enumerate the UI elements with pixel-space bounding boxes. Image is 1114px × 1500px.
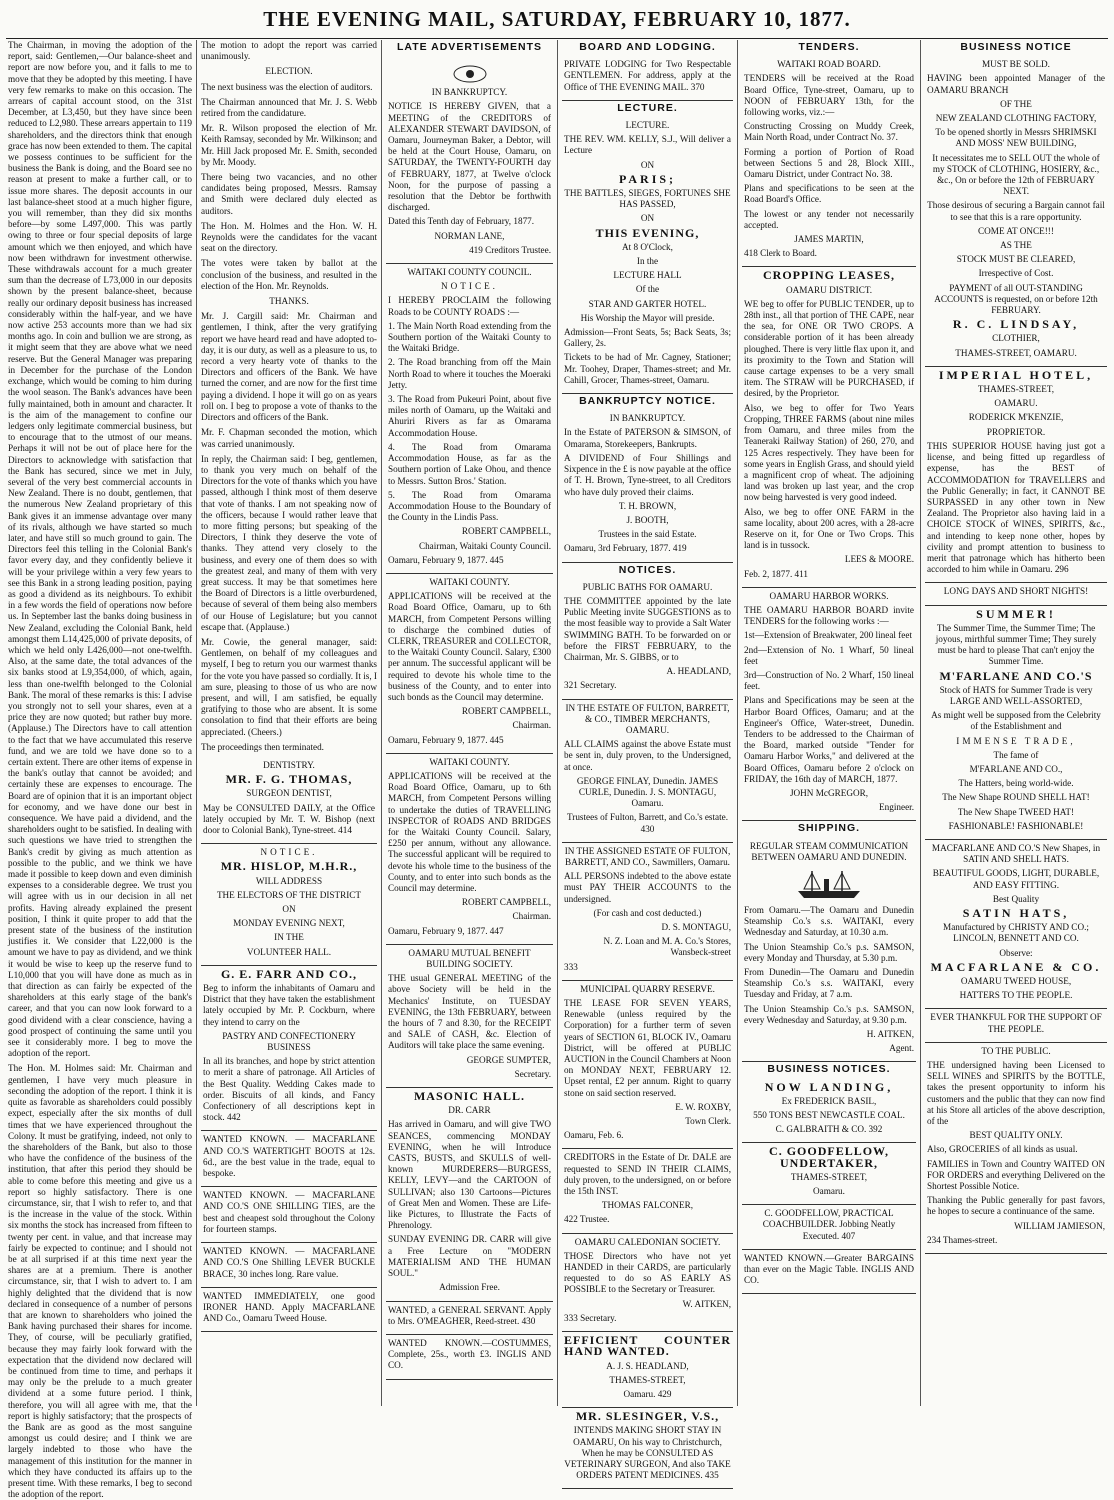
- section-heading: THANKS.: [269, 296, 309, 307]
- ad-signature: Secretary.: [514, 1068, 551, 1079]
- ad-body: Also, we beg to offer for Two Years Cropping, THREE FARMS (about nine miles from Oamaru, and three miles from the Teaneraki Railway Station) of 260, 270, and 125 Acres respectively. They have been for some years in English Grass, and should yield a magnificent crop of wheat. The adjoining land was broken up last year, and the crop now being harvested is very good indeed.: [744, 402, 914, 503]
- ad-heading: IN THE ESTATE OF FULTON, BARRETT, & CO., TIMBER MERCHANTS, OAMARU.: [565, 702, 730, 735]
- advert-waitaki-county: [386, 754, 553, 945]
- advert-wanted: [201, 1243, 377, 1288]
- ad-line: OAMARU.: [994, 398, 1038, 409]
- ad-body: In all its branches, and hope by strict attention to merit a share of patronage. All Articles of the Best Quality. Wedding Cakes made to order. Biscuits of all kinds, and Fancy Confectionery of all descriptions kept in stock. 442: [203, 1056, 375, 1123]
- paragraph: Mr. J. Cargill said: Mr. Chairman and gentlemen, I think, after the very gratifying report we have heard read and have adopted to-day, it is our duty, as well as a pleasure to us, to record a very hearty vote of thanks to the Directors and officers of the Bank. We have turned the corner, and are now for the first time paying a dividend. I hope it will go on as years roll on. I beg to propose a vote of thanks to the Directors and officers of the Bank.: [201, 311, 377, 423]
- paragraph: The motion to adopt the report was carried unanimously.: [201, 40, 377, 62]
- ad-body: APPLICATIONS will be received at the Road Board Office, Oamaru, up to 6th MARCH, from Competent Persons willing to discharge the combined duties of CLERK, TREASURER and COLLECTOR, to the Waitaki County Council. Salary, £300 per annum. The successful applicant will be required to devote his whole time to the business of the County, and to enter into such bonds as the Council may determine.: [388, 591, 551, 702]
- ad-line: The New Shape TWEED HAT!: [957, 806, 1075, 817]
- ad-body: INTENDS MAKING SHORT STAY IN OAMARU, On his way to Christchurch, When he may be CONSULTED AS VETERINARY SURGEON, And also TAKE ORDERS PATENT MEDICINES. 435: [564, 1425, 731, 1481]
- ad-line: PARIS;: [618, 171, 677, 186]
- road-item: 4. The Road from Omarama Accommodation House, as far as the Southern portion of Lake Ohou, and thence to Messrs. Sutton Bros.' Station.: [388, 441, 551, 486]
- ad-heading: IN THE ASSIGNED ESTATE OF FULTON, BARRETT, AND CO., Sawmillers, Oamaru.: [564, 845, 731, 867]
- ad-signature: Trustees in the said Estate.: [598, 529, 697, 540]
- ad-heading: MUNICIPAL QUARRY RESERVE.: [580, 983, 715, 994]
- ad-subtitle: SURGEON DENTIST,: [246, 788, 332, 799]
- ad-body: THE COMMITTEE appointed by the late Public Meeting invite SUGGESTIONS as to the most feasible way to provide a Salt Water SWIMMING BATH. To be forwarded on or before the FIRST FEBRUARY, to the Chairman, Mr. S. GIBBS, or to: [564, 595, 731, 662]
- ad-line: As might well be supposed from the Celebrity of the Establishment and: [931, 710, 1101, 732]
- ad-signature: 422 Trustee.: [564, 1214, 610, 1225]
- advert-coachbuilder: [742, 1205, 916, 1250]
- ad-line: Irrespective of Cost.: [978, 268, 1054, 279]
- ad-line: STOCK MUST BE CLEARED,: [956, 254, 1076, 265]
- column-divider: [737, 40, 738, 1406]
- ad-signature: Trustees of Fulton, Barrett, and Co.'s estate. 430: [566, 812, 729, 834]
- column-divider: [557, 40, 558, 1406]
- ad-signature: Oamaru. 429: [623, 1388, 672, 1399]
- advert-waitaki-council: [386, 264, 553, 574]
- ad-heading: NOW LANDING,: [764, 1079, 894, 1094]
- ad-heading: WAITAKI COUNTY.: [429, 576, 510, 587]
- ad-body: Has arrived in Oamaru, and will give TWO SEANCES, commencing MONDAY EVENING, when he will Introduce CASTS, BUSTS, and SKULLS of well-known MURDERERS—BURGESS, KELLY, LEVY—and the CARTOON of SULLIVAN; also 130 Cartoons—Pictures of Great Men and Women. These are Life-like Pictures, to Illustrate the Facts of Phrenology.: [388, 1119, 551, 1231]
- ad-line: IN BANKRUPTCY.: [609, 413, 686, 424]
- ad-heading: TO THE PUBLIC.: [981, 1045, 1051, 1056]
- ad-signature: Chairman.: [512, 911, 551, 922]
- steamship-icon: [794, 867, 864, 901]
- ad-line: PASTRY AND CONFECTIONERY BUSINESS: [222, 1030, 356, 1053]
- ad-signature: JAMES MARTIN,: [794, 234, 864, 245]
- ad-signature: 321 Secretary.: [564, 680, 617, 691]
- ad-line: IN THE: [274, 932, 304, 943]
- advert-wanted: [201, 1187, 377, 1243]
- column-6: [925, 40, 1107, 1406]
- ad-line: BEAUTIFUL GOODS, LIGHT, DURABLE, AND EASY FITTING.: [932, 868, 1100, 890]
- advert-clothing: [925, 56, 1107, 367]
- ad-body: The Union Steamship Co.'s p.s. SAMSON, every Monday and Thursday, at 5.30 p.m.: [744, 941, 914, 963]
- ad-heading: NOTICE.: [441, 281, 498, 292]
- advert-undertaker: [742, 1143, 916, 1205]
- advert-caledonian: [562, 1234, 733, 1332]
- paragraph: The Chairman announced that Mr. J. S. Webb retired from the candidature.: [201, 96, 377, 119]
- ad-heading: SUMMER!: [976, 606, 1056, 621]
- ad-date: Feb. 2, 1877. 411: [744, 568, 808, 579]
- ad-signature: T. H. BROWN,: [618, 500, 677, 511]
- ad-body: Those desirous of securing a Bargain cannot fail to see that this is a rare opportunity.: [927, 200, 1105, 222]
- ad-name: M'FARLANE AND CO.'S: [939, 668, 1093, 683]
- column-divider: [381, 40, 382, 1406]
- ad-body: From Oamaru.—The Oamaru and Dunedin Steamship Co.'s s.s. WAITAKI, every Wednesday and Saturday, at 10.30 a.m.: [744, 905, 914, 938]
- section-header: BOARD AND LODGING.: [579, 41, 716, 53]
- ad-body: WANTED KNOWN. — MACFARLANE AND CO.'S ONE SHILLING TIES, are the best and cheapest sold throughout the Colony for fourteen stamps.: [203, 1190, 375, 1234]
- ad-signature: A. J. S. HEADLAND,: [606, 1360, 689, 1371]
- ad-body: ALL PERSONS indebted to the above estate must PAY THEIR ACCOUNTS to the undersigned.: [564, 871, 731, 904]
- ad-line: OAMARU TWEED HOUSE,: [960, 976, 1072, 987]
- column-3: [386, 40, 553, 1406]
- ad-line: EVER THANKFUL FOR THE SUPPORT OF THE PEOPLE.: [930, 1012, 1102, 1034]
- ad-body: WE beg to offer for PUBLIC TENDER, up to 28th inst., all that portion of THE CAPE, near the sea, for ONE OR TWO CROPS. A considerable portion of it has been already ploughed. There is very little flax upon it, and its proximity to the Town and Station will cause cartage expenses to be a very small item. The STRAW will be PURCHASED, if desired, by the Proprietor.: [744, 298, 914, 399]
- advert-masonic: [386, 1088, 553, 1301]
- ad-line: PROPRIETOR.: [986, 426, 1046, 437]
- ad-signature: A. HEADLAND,: [666, 666, 731, 677]
- ad-heading: PUBLIC BATHS FOR OAMARU.: [582, 581, 713, 592]
- road-item: 5. The Road from Omarama Accommodation House to the Boundary of the County in the Lindis Pass.: [388, 489, 551, 523]
- ad-body: Also, we beg to offer ONE FARM in the same locality, about 200 acres, with a 28-acre Reserve on it, for One or Two Crops. This land is in tussock.: [744, 506, 914, 551]
- ad-signature: 418 Clerk to Board.: [744, 248, 817, 259]
- ad-body: WANTED KNOWN.—COSTUMMES, Complete, 25s., worth £3. INGLIS AND CO.: [388, 1337, 551, 1371]
- ad-line: Admission Free.: [439, 1282, 500, 1293]
- ad-line: THE ELECTORS OF THE DISTRICT: [216, 889, 362, 900]
- advert-cropping: [742, 267, 916, 587]
- ad-body: THE undersigned having been Licensed to SELL WINES and SPIRITS by the BOTTLE, takes the present opportunity to inform his customers and the public that they can now find at his Store all articles of the above description, of the: [927, 1060, 1105, 1127]
- ad-body: Beg to inform the inhabitants of Oamaru and District that they have taken the establishment lately occupied by Mr. P. Cockburn, where they intend to carry on the: [203, 983, 375, 1027]
- ad-body: SUNDAY EVENING DR. CARR will give a Free Lecture on "MODERN MATERIALISM AND THE HUMAN SOUL.": [388, 1234, 551, 1279]
- ad-line: Observe:: [999, 947, 1033, 958]
- ad-body: WANTED IMMEDIATELY, one good IRONER HAND. Apply MACFARLANE AND Co., Oamaru Tweed House.: [203, 1290, 375, 1324]
- ad-signature: 234 Thames-street.: [927, 1234, 998, 1245]
- ad-body: 1st—Extension of Breakwater, 200 lineal feet: [744, 630, 913, 641]
- ad-name: G. E. FARR AND CO.,: [220, 966, 358, 981]
- ad-body: APPLICATIONS will be received at the Road Board Office, Oamaru, up to 6th MARCH, from Competent Persons willing to undertake the duties of TRAVELLING INSPECTOR of ROADS AND BRIDGES for the Waitaki County Council. Salary, £250 per annum, without any allowance. The successful applicant will be required to devote his whole time to the business of the County, and to enter into such bonds as the Council may determine.: [388, 770, 551, 893]
- ad-signature: LEES & MOORE.: [844, 554, 914, 565]
- paragraph: The Hon. M. Holmes and the Hon. W. H. Reynolds were the candidates for the vacant seat on the directory.: [201, 220, 377, 254]
- section-header: SHIPPING.: [797, 822, 861, 835]
- ad-signature: Town Clerk.: [685, 1116, 731, 1127]
- advert-dentist: [201, 757, 377, 844]
- column-4: [562, 40, 733, 1481]
- ad-body: It necessitates me to SELL OUT the whole of my STOCK of CLOTHING, HOSIERY, &c., &c., On or before the 12th of FEBRUARY NEXT.: [932, 152, 1100, 197]
- section-header: TENDERS.: [798, 41, 860, 53]
- paragraph: In reply, the Chairman said: I beg, gentlemen, to thank you very much on behalf of the Directors for the vote of thanks which you have passed, although I think most of them deserve that vote of thanks. I am not speaking now of the officers, because I would rather leave that to more fitting persons; but speaking of the Directors, I think they deserve the vote of thanks. They attend very closely to the business, and every one of them does so with the greatest zeal, and many of them with very great success. It may be that sometimes here the Board of Directors is a little overburdened, because of several of them being also members of our House of Legislature; but you cannot escape that. (Applause.): [201, 453, 377, 632]
- advert-wines: [925, 1043, 1107, 1254]
- ad-line: ON: [282, 904, 296, 915]
- advert-reserve: [562, 981, 733, 1150]
- advert-hislop: [201, 844, 377, 966]
- ad-heading: IN BANKRUPTCY.: [431, 87, 508, 98]
- ad-line: STAR AND GARTER HOTEL.: [588, 298, 707, 309]
- ad-body: The Union Steamship Co.'s p.s. SAMSON, every Wednesday and Saturday, at 9.30 p.m.: [744, 1003, 914, 1025]
- advert-hats: [925, 606, 1107, 840]
- advert-counter: [562, 1332, 733, 1408]
- ad-signature: W. AITKEN,: [682, 1298, 731, 1309]
- ad-name: R. C. LINDSAY,: [952, 317, 1080, 332]
- ad-number: 333: [564, 961, 578, 972]
- advert-assigned: [562, 843, 733, 981]
- ad-body: 3rd—Construction of No. 2 Wharf, 150 lineal feet.: [744, 669, 914, 692]
- ad-line: OF THE: [1000, 98, 1032, 109]
- ad-heading: NOTICE.: [260, 847, 318, 858]
- ad-body: Thanking the Public generally for past favors, he hopes to secure a continuance of the same.: [927, 1195, 1105, 1217]
- ad-line: THAMES-STREET,: [977, 384, 1055, 395]
- article-text: The Hon. M. Holmes said: Mr. Chairman and gentlemen, I have very much pleasure in seconding the adoption of the report. I think it is quite as favorable as shareholders could possibly expect, especially after the six months of dull times that we have experienced throughout the Colony. It must be gratifying, indeed, not only to the shareholders of the Bank, but also to those who have the confidence of the business of the institution, that after this period they should be able to come before this meeting and give us a report so highly satisfactory. There is one circumstance, sir, that I wish to refer to, and that is the increase in the value of the stock. Within six months the stock has increased from fifteen to twenty per cent. in value, and that increase may fairly be expected to continue; and I should not be at all surprised if at this time next year the shares are at a premium. There is another circumstance, sir, that I wish to advert to. I am highly delighted that the dividend that is now declared in consequence of a number of persons that are known to shareholders who joined the Bank having purchased their shares for income. They, of course, will be peculiarly gratified, because they may fairly look forward with the expectation that the dividend now declared will be continued from time to time, and perhaps it may only be the prelude to a much greater dividend at a some future period. I think, therefore, you will all agree with me, that the report is highly satisfactory; that the prospects of the Bank are as good as the most sanguine amongst us could desire; and I think we are largely indebted to those who have the management of this institution for the manner in which they have conducted its affairs up to the present time. With these remarks, I beg to second the adoption of the report.: [8, 1063, 192, 1500]
- ad-signature: 419 Creditors Trustee.: [469, 244, 551, 255]
- ad-body: ALL CLAIMS against the above Estate must be sent in, duly proven, to the Undersigned, at once.: [564, 739, 731, 772]
- ad-heading: OAMARU CALEDONIAN SOCIETY.: [574, 1236, 721, 1247]
- road-item: 3. The Road from Pukeuri Point, about five miles north of Oamaru, up the Waitaki and Ahuriri Rivers as far as Omarama Accommodation House.: [388, 394, 551, 438]
- ad-heading: DR. CARR: [448, 1105, 491, 1116]
- ad-line: THAMES-STREET, OAMARU.: [955, 347, 1077, 358]
- ad-body: PRIVATE LODGING for Two Respectable GENTLEMEN. For address, apply at the Office of THE EVENING MAIL. 370: [564, 59, 731, 92]
- ad-line: CLOTHIER,: [992, 333, 1040, 344]
- section-header: LECTURE.: [617, 101, 678, 114]
- ad-line: RODERICK M'KENZIE,: [968, 412, 1064, 423]
- section-header: LATE ADVERTISEMENTS: [396, 41, 542, 53]
- ad-heading: LONG DAYS AND SHORT NIGHTS!: [943, 586, 1089, 597]
- advert-dale: [562, 1149, 733, 1233]
- section-header: BANKRUPTCY NOTICE.: [579, 395, 716, 408]
- ad-line: MACFARLANE AND CO.'S New Shapes, in SATIN AND SHELL HATS.: [931, 842, 1101, 865]
- section-heading: ELECTION.: [265, 66, 313, 77]
- ad-name: MACFARLANE & CO.: [930, 959, 1102, 974]
- ad-body: Also, GROCERIES of all kinds as usual.: [927, 1144, 1078, 1155]
- ad-line: The fame of: [993, 749, 1039, 760]
- road-item: 1. The Main North Road extending from the Southern portion of the Waitaki County to the Waitaki Bridge.: [388, 320, 551, 354]
- ad-body: Dated this Tenth day of February, 1877.: [388, 216, 535, 227]
- ad-signature: NORMAN LANE,: [434, 230, 505, 241]
- ad-signature: C. GALBRAITH & CO. 392: [775, 1124, 883, 1135]
- advert-lecture: [562, 117, 733, 394]
- advert-mutual: [386, 945, 553, 1088]
- advert-wanted: [201, 1131, 377, 1187]
- column-divider: [920, 40, 921, 1406]
- ad-body: THE usual GENERAL MEETING of the above Society will be held in the Mechanics' Institute, on TUESDAY EVENING, the 13th FEBRUARY, between the hours of 7 and 8.30, for the RECEIPT and SALE of CASH, &c. Election of Auditors will take place the same evening.: [388, 973, 551, 1051]
- ad-date: Oamaru, Feb. 6.: [564, 1130, 624, 1141]
- paragraph: The proceedings then terminated.: [201, 741, 324, 752]
- ad-name: MR. F. G. THOMAS,: [225, 772, 353, 787]
- advert-bargains: [742, 1250, 916, 1295]
- ad-line: COME AT ONCE!!!: [978, 225, 1054, 236]
- ad-line: BEST QUALITY ONLY.: [969, 1130, 1063, 1141]
- ad-body: Tickets to be had of Mr. Cagney, Stationer; Mr. Toohey, Draper, Thames-street; and Mr. Cahill, Grocer, Thames-street, Oamaru.: [564, 352, 731, 385]
- ad-body: A DIVIDEND of Four Shillings and Sixpence in the £ is now payable at the office of T. H. Brown, Tyne-street, to all Creditors who have duly proved their claims.: [564, 452, 731, 497]
- ad-body: CREDITORS in the Estate of Dr. DALE are requested to SEND IN THEIR CLAIMS, duly proven, to the undersigned, on or before the 15th INST.: [564, 1152, 731, 1197]
- ad-body: WANTED KNOWN. — MACFARLANE AND CO.'S One Shilling LEVER BUCKLE BRACE, 30 inches long. Rare value.: [203, 1246, 375, 1279]
- ad-heading: OAMARU HARBOR WORKS.: [769, 590, 889, 601]
- paragraph: Mr. Cowie, the general manager, said: Gentlemen, on behalf of my colleagues and myself, I beg to return you our warmest thanks for the vote you have passed so cordially. It is, I am sure, pleasing to those of us who are now present, and will, I am satisfied, be equally gratifying to those who are absent. It is some consolation to find that their efforts are being appreciated. (Cheers.): [201, 636, 377, 737]
- ad-heading: OAMARU DISTRICT.: [785, 284, 873, 295]
- ad-body: Plans and Specifications may be seen at the Harbor Board Offices, Oamaru; and at the Engineer's Office, Water-street, Dunedin. Tenders to be addressed to the Chairman of the Board, marked outside "Tender for Oamaru Harbor Works," and delivered at the Board Offices, Oamaru before 2 o'clock on FRIDAY, the 16th day of MARCH, 1877.: [744, 695, 914, 784]
- ad-body: Forming a portion of Portion of Road between Sections 5 and 28, Block XIII., Oamaru District, under Contract No. 38.: [744, 146, 914, 180]
- ad-line: HATTERS TO THE PEOPLE.: [959, 990, 1073, 1001]
- ad-line: SATIN HATS,: [962, 906, 1070, 920]
- ad-line: In the: [636, 256, 659, 267]
- advert-bankruptcy-notice: [562, 410, 733, 562]
- ad-line: THIS EVENING,: [595, 225, 700, 240]
- ad-heading: WAITAKI ROAD BOARD.: [777, 59, 881, 70]
- ad-signature: JOHN McGREGOR,: [789, 787, 869, 798]
- ad-line: LECTURE.: [625, 120, 670, 131]
- ad-line: FASHIONABLE! FASHIONABLE!: [948, 820, 1084, 831]
- ad-line: Ex FREDERICK BASIL,: [781, 1095, 877, 1106]
- ad-body: FAMILIES in Town and Country WAITED ON FOR ORDERS and everything Delivered on the Shortest Possible Notice.: [927, 1158, 1105, 1192]
- ad-line: (For cash and cost deducted.): [593, 907, 702, 918]
- ad-signature: ROBERT CAMPBELL,: [461, 897, 551, 908]
- ad-signature: D. S. MONTAGU,: [661, 922, 731, 932]
- ad-body: PAYMENT of all OUT-STANDING ACCOUNTS is requested, on or before 12th FEBRUARY.: [934, 282, 1098, 316]
- ad-line: The Hatters, being world-wide.: [958, 778, 1074, 789]
- section-header: BUSINESS NOTICE: [960, 41, 1072, 53]
- ad-line: MONDAY EVENING NEXT,: [233, 918, 345, 929]
- advert-steam: [742, 838, 916, 1063]
- ad-body: I HEREBY PROCLAIM the following Roads to be COUNTY ROADS :—: [388, 295, 551, 317]
- ad-body: From Dunedin—The Oamaru and Dunedin Steamship Co.'s s.s. WAITAKI, every Tuesday and Friday, at 7 a.m.: [744, 967, 914, 1000]
- advert-long-days: [925, 583, 1107, 605]
- ad-line: NEW ZEALAND CLOTHING FACTORY,: [935, 113, 1097, 124]
- advert-fulton: [562, 700, 733, 843]
- ad-body: THE LEASE FOR SEVEN YEARS, Renewable (unless required by the Corporation) for a further term of seven years of SECTION 61, BLOCK IV., Oamaru District, will be offered at PUBLIC AUCTION in the Council Chambers at Noon on MONDAY NEXT, FEBRUARY 12. Upset rental, £2 per annum. Right to quarry stone on said section reserved.: [564, 998, 731, 1098]
- ad-line: Oamaru.: [813, 1186, 845, 1197]
- advert-bankruptcy: [386, 56, 553, 264]
- ad-heading: WAITAKI COUNTY.: [429, 756, 510, 767]
- ad-line: Manufactured by CHRISTY AND CO.; LINCOLN, BENNETT AND CO.: [943, 922, 1089, 944]
- ad-body: Plans and specifications to be seen at the Road Board's Office.: [744, 183, 914, 205]
- ad-heading: OAMARU MUTUAL BENEFIT BUILDING SOCIETY.: [408, 947, 531, 970]
- ad-heading: EFFICIENT COUNTER HAND WANTED.: [564, 1333, 731, 1359]
- ad-body: GEORGE FINLAY, Dunedin. JAMES CURLE, Dunedin. J. S. MONTAGU, Oamaru.: [576, 775, 719, 809]
- ad-signature: ROBERT CAMPBELL,: [461, 526, 551, 537]
- ad-body: The lowest or any tender not necessarily accepted.: [744, 208, 914, 230]
- ad-line: IMMENSE TRADE,: [956, 735, 1076, 746]
- paragraph: The votes were taken by ballot at the conclusion of the business, and resulted in the election of the Hon. Mr. Reynolds.: [201, 258, 377, 291]
- ad-line: MUST BE SOLD.: [982, 59, 1050, 70]
- advert-baths: [562, 579, 733, 700]
- ad-line: To be opened shortly in Messrs SHRIMSKI AND MOSS' NEW BUILDING,: [935, 127, 1097, 149]
- advert-lodging: [562, 56, 733, 101]
- advert-satin-hats: [925, 840, 1107, 1009]
- advert-road-board: [742, 56, 916, 267]
- advert-servant: [386, 1302, 553, 1335]
- ad-line: At 8 O'Clock,: [622, 241, 673, 252]
- section-header: NOTICES.: [618, 563, 677, 576]
- article-text: The Chairman, in moving the adoption of the report, said: Gentlemen,—Our balance-sheet and report are now before you, and it falls to me to move that they be adopted by this meeting. I have very few remarks to make on this occasion. The arrears of capital account stood, on the 31st December, at L3,450, but they have since been reduced to L2,980. These arrears appertain to 119 shareholders, and the directors think that enough grace has now been extended to them. The capital we possess continues to be sufficient for the business the Bank is doing, and the Board see no reason at present to make a further call, or to issue more shares. The deposit accounts in our last balance-sheet stood at a much higher figure, you will remember, than they did six months before—by some L497,000. This was partly owing to three or four special deposits of large amount which we then enjoyed, and which have now been withdrawn for investment otherwise. These withdrawals account for a much greater sum than the decrease of L73,000 in our deposits shown by the present balance-sheet, because really our ordinary deposit business has increased considerably within the half-year, and we have now active 253 accounts more than we had six months ago. In coin and bullion we are strong, as it might seem that they are above what we need reserve. But the General Manager was preparing in December for the purchase of the London exchange, which would be coming to him during the wool season. The Bank's advances have been fully maintained, both in amount and character. It is the aim of the management to confine our ledgers only legitimate commercial business, but to encourage that to the utmost of our means. Perhaps it will not be out of place here for the Directors to acknowledge with satisfaction that the Bank has secured, since we met in July, several of the very best commercial accounts in New Zealand. There is no doubt, gentlemen, that the numerous New Zealand proprietary of this Bank gives it an immense advantage over many of its rivals, although we have started so much later, and have still so much ground to gain. The Directors feel this telling in the Colonial Bank's favor every day, and they confidently believe it will be your privilege within a very few years to see this Bank in a strong leading position, paying as good a dividend as its neighbours. To exhibit in a few words the field of operations now before us. In September last the banks doing business in New Zealand, excluding the Colonial Bank, held amongst them L14,425,000 of private deposits, of which we held only L426,000—not one-twelfth. Also, at the same date, the total advances of the six banks stood at L9,354,000, of which, again, less than one-twelfth belonged to the Colonial Bank. The moral of these remarks is this: I advise you strongly not to sell your shares, even at a price they are now quoted; but rather buy more. (Applause.) The Directors have to call attention to the fact that we have accumulated this reserve fund, and we are told we have done so to a certain extent. There are other items of expense in the bank's outlay that cannot be avoided; and certainly these are expenses to encourage. The Board are of opinion that it is an important object for economy, and we have done our best in consequence. We have paid a dividend, and the shareholders ought to be satisfied. In dealing with such questions we have tried to strengthen the Bank's credit by giving as much attention as possible to the public, and we think we have made it possible to keep down and even diminish expenses to a considerable degree. We trust you will agree with us in our decision in all net profits. Having already explained the present position, I think it quite proper to add that the present state of the business of the institution justifies it. We consider that L22,000 is the amount we have to pay as dividend, and we think it would be wise to keep up the reserve fund to L10,000 that you will have done as much as in that direction as can fairly be expected of the shareholders at this early stage of the bank's career, and that you can now look forward to a good dividend with a clear conscience, having a good prospect of continuing the same until you see it considerably more. I beg to move the adoption of the report.: [8, 40, 192, 1059]
- ad-line: THE REV. WM. KELLY, S.J., Will deliver a Lecture: [564, 134, 731, 156]
- ad-body: NOTICE IS HEREBY GIVEN, that a MEETING of the CREDITORS of ALEXANDER STEWART DAVIDSON, of Oamaru, Journeyman Baker, a Debtor, will be held at the Court House, Oamaru, on SATURDAY, the TWENTY-FOURTH day of FEBRUARY, 1877, at Twelve o'clock Noon, for the purpose of passing a resolution that the Debtor be forthwith discharged.: [388, 101, 551, 213]
- ad-heading: IMPERIAL HOTEL,: [938, 367, 1094, 382]
- advert-costumes: [386, 1335, 553, 1380]
- paragraph: Mr. R. Wilson proposed the election of Mr. Keith Ramsay, seconded by Mr. Wilkinson; and Mr. Hill Jack proposed Mr. E. Smith, seconded by Mr. Moody.: [201, 123, 377, 167]
- masthead: THE EVENING MAIL, SATURDAY, FEBRUARY 10, 1877.: [263, 7, 851, 31]
- ad-signature: Chairman.: [512, 720, 551, 731]
- ad-body: May be CONSULTED DAILY, at the Office lately occupied by Mr. T. W. Bishop (next door to Colonial Bank), Tyne-street. 414: [203, 802, 375, 835]
- ad-signature: WILLIAM JAMIESON,: [1014, 1220, 1105, 1231]
- ad-name: MR. HISLOP, M.H.R.,: [220, 859, 358, 874]
- ad-heading: DENTISTRY.: [263, 759, 315, 770]
- ad-date: Oamaru, 3rd February, 1877. 419: [564, 543, 687, 554]
- ad-signature: ROBERT CAMPBELL,: [461, 706, 551, 717]
- ad-verse: The Summer Time, the Summer Time; The joyous, mirthful summer Time; They surely must be hard to please That can't enjoy the Summer Time.: [935, 622, 1097, 667]
- ad-body: C. GOODFELLOW, PRACTICAL COACHBUILDER. Jobbing Neatly Executed. 407: [762, 1208, 896, 1241]
- ad-body: 2nd—Extension of No. 1 Wharf, 50 lineal feet: [744, 644, 914, 666]
- ad-line: 550 TONS BEST NEWCASTLE COAL.: [753, 1110, 905, 1121]
- ad-line: ON: [640, 213, 655, 224]
- ad-body: THIS SUPERIOR HOUSE having just got a license, and being fitted up regardless of expense, has the BEST of ACCOMMODATION for TRAVELLERS and the Public Generally; in fact, it CANNOT BE SURPASSED in any other town in New Zealand. The Proprietor also having laid in a CHOICE STOCK of WINES, SPIRITS, &c., and intending to keep none other, hopes by civility and prompt attention to business to merit that patronage which has hitherto been accorded to him while in Oamaru. 296: [927, 440, 1105, 575]
- ad-heading: WAITAKI COUNTY COUNCIL.: [407, 267, 532, 278]
- ad-body: Admission—Front Seats, 5s; Back Seats, 3s; Gallery, 2s.: [564, 327, 731, 349]
- ad-heading: MASONIC HALL.: [413, 1089, 525, 1104]
- paragraph: Mr. F. Chapman seconded the motion, which was carried unanimously.: [201, 427, 377, 449]
- ad-body: Constructing Crossing on Muddy Creek, Main North Road, under Contract No. 37.: [744, 121, 914, 143]
- masthead-rule: [6, 38, 1108, 39]
- ad-date: Oamaru, February 9, 1877. 445: [388, 554, 504, 565]
- ad-signature: E. W. ROXBY,: [675, 1101, 731, 1112]
- ad-signature: THOMAS FALCONER,: [601, 1200, 694, 1211]
- advert-waitaki-county: [386, 574, 553, 754]
- ad-signature: GEORGE SUMPTER,: [466, 1054, 551, 1065]
- ad-signature: J. BOOTH,: [626, 514, 669, 525]
- column-1: [8, 40, 192, 1500]
- ad-signature: H. AITKEN,: [866, 1029, 914, 1040]
- ad-line: ON: [640, 159, 655, 170]
- ad-line: AS THE: [1000, 240, 1032, 251]
- advert-wanted: [201, 1288, 377, 1333]
- ad-line: Best Quality: [992, 893, 1040, 904]
- royal-arms-icon: [450, 63, 490, 83]
- ad-line: WILL ADDRESS: [255, 875, 323, 886]
- ad-date: Oamaru, February 9, 1877. 445: [388, 734, 504, 745]
- road-item: 2. The Road branching from off the Main North Road to where it touches the Moeraki Jetty.: [388, 357, 551, 390]
- ad-body: WANTED KNOWN.—Greater BARGAINS than ever on the Magic Table. INGLIS AND CO.: [744, 1252, 914, 1286]
- ad-signature: THAMES-STREET,: [609, 1374, 686, 1385]
- paragraph: There being two vacancies, and no other candidates being proposed, Messrs. Ramsay and Smith were declared duly elected as auditors.: [201, 172, 377, 216]
- ad-line: M'FARLANE AND CO.,: [969, 763, 1063, 774]
- ad-heading: MR. SLESINGER, V.S.,: [575, 1409, 720, 1424]
- ad-line: VOLUNTEER HALL.: [246, 946, 332, 957]
- ad-signature: Engineer.: [879, 802, 914, 813]
- ad-signature: Chairman, Waitaki County Council.: [418, 540, 551, 551]
- advert-harbour: [742, 588, 916, 822]
- advert-thankful: [925, 1009, 1107, 1042]
- ad-body: HAVING been appointed Manager of the OAMARU BRANCH: [927, 73, 1105, 95]
- ad-heading: C. GOODFELLOW, UNDERTAKER,: [769, 1144, 889, 1170]
- ad-heading: CROPPING LEASES,: [762, 268, 896, 283]
- ad-line: THE BATTLES, SIEGES, FORTUNES SHE HAS PASSED,: [564, 188, 731, 210]
- section-header: BUSINESS NOTICES.: [767, 1063, 891, 1076]
- advert-imperial-hotel: [925, 367, 1107, 583]
- paragraph: The next business was the election of auditors.: [201, 81, 373, 92]
- ad-date: Oamaru, February 9, 1877. 447: [388, 925, 504, 936]
- ad-line: Of the: [635, 284, 660, 295]
- advert-vet: [562, 1408, 733, 1489]
- advert-farr: [201, 966, 377, 1132]
- ad-body: THOSE Directors who have not yet HANDED in their CARDS, are particularly requested to do so AS EARLY AS POSSIBLE to the Secretary or Treasurer.: [564, 1250, 731, 1295]
- ad-line: Stock of HATS for Summer Trade is very LARGE AND WELL-ASSORTED,: [939, 684, 1093, 706]
- ad-body: TENDERS will be received at the Road Board Office, Tyne-street, Oamaru, up to NOON of FEBRUARY 13th, for the following works, viz.:—: [744, 73, 914, 118]
- column-2: [201, 40, 377, 1406]
- ad-signature: Agent.: [889, 1043, 914, 1054]
- ad-line: His Worship the Mayor will preside.: [580, 312, 715, 323]
- ad-line: LECTURE HALL: [613, 270, 682, 281]
- advert-coal: [742, 1079, 916, 1144]
- ad-body: WANTED, a GENERAL SERVANT. Apply to Mrs. O'MEAGHER, Reed-street. 430: [388, 1304, 551, 1326]
- ad-body: WANTED KNOWN. — MACFARLANE AND CO.'S WATERTIGHT BOOTS at 12s. 6d., are the best value in the trade, equal to bespoke.: [203, 1134, 375, 1179]
- ad-line: THAMES-STREET,: [790, 1171, 868, 1182]
- ad-body: THE OAMARU HARBOR BOARD invite TENDERS for the following works :—: [744, 604, 914, 627]
- ad-body: In the Estate of PATERSON & SIMSON, of Omarama, Storekeepers, Bankrupts.: [564, 427, 731, 449]
- column-divider: [196, 40, 197, 1406]
- ad-line: The New Shape ROUND SHELL HAT!: [942, 792, 1090, 803]
- ad-signature: N. Z. Loan and M. A. Co.'s Stores, Wansbeck-street: [603, 936, 731, 958]
- column-5: [742, 40, 916, 1406]
- ad-signature: 333 Secretary.: [564, 1312, 617, 1323]
- ad-heading: REGULAR STEAM COMMUNICATION BETWEEN OAMARU AND DUNEDIN.: [749, 840, 909, 862]
